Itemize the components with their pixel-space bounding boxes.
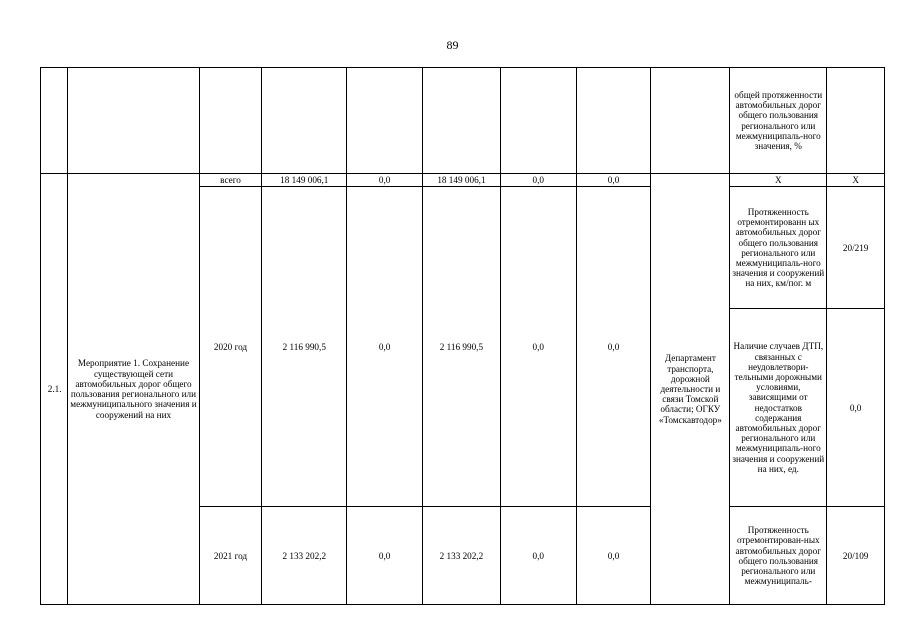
indicator-value-cell: Х xyxy=(827,174,885,187)
table-row xyxy=(41,174,885,187)
indicator-cell: Протяженность отремонтированн ых автомобильных дорог общего пользования регионального или межмуниципаль-ного значения и сооружений на них, км/пог. м xyxy=(730,187,827,309)
continuation-row xyxy=(41,68,885,174)
total-cell: 18 149 006,1 xyxy=(262,174,347,187)
indicator-value-cell: 20/109 xyxy=(827,507,885,605)
cell-empty xyxy=(576,68,651,174)
total-cell: 2 116 990,5 xyxy=(262,187,347,507)
cell-empty xyxy=(651,68,730,174)
period-cell: 2021 год xyxy=(199,507,262,605)
period-cell: всего xyxy=(199,174,262,187)
indicator-cell: общей протяженности автомобильных дорог общего пользования регионального или межмуниципаль-ного значения, % xyxy=(730,68,827,174)
value-cell: 0,0 xyxy=(500,187,576,507)
cell-empty xyxy=(423,68,501,174)
value-cell: 2 133 202,2 xyxy=(423,507,501,605)
item-name: Мероприятие 1. Сохранение существующей сети автомобильных дорог общего пользования регионального или межмуниципального значения и сооружений на них xyxy=(68,174,199,605)
page-number: 89 xyxy=(446,38,459,52)
value-cell: 18 149 006,1 xyxy=(423,174,501,187)
total-cell: 2 133 202,2 xyxy=(262,507,347,605)
cell-empty xyxy=(199,68,262,174)
cell-empty xyxy=(347,68,423,174)
value-cell: 0,0 xyxy=(347,187,423,507)
indicator-cell: Наличие случаев ДТП, связанных с неудовлетвори-тельными дорожными условиями, зависящими от недостатков содержания автомобильных дорог регионального или межмуниципаль-ного значения и сооружений на них, ед. xyxy=(730,309,827,507)
indicator-value-cell: 20/219 xyxy=(827,187,885,309)
cell-empty xyxy=(500,68,576,174)
value-cell: 0,0 xyxy=(576,187,651,507)
cell-empty xyxy=(827,68,885,174)
value-cell: 0,0 xyxy=(500,507,576,605)
program-table xyxy=(40,67,885,605)
cell-empty xyxy=(262,68,347,174)
value-cell: 0,0 xyxy=(347,507,423,605)
cell-empty xyxy=(41,68,68,174)
period-cell: 2020 год xyxy=(199,187,262,507)
value-cell: 0,0 xyxy=(347,174,423,187)
indicator-cell: Протяженность отремонтирован-ных автомобильных дорог общего пользования регионального или межмуниципаль- xyxy=(730,507,827,605)
value-cell: 0,0 xyxy=(576,174,651,187)
indicator-value-cell: 0,0 xyxy=(827,309,885,507)
value-cell: 2 116 990,5 xyxy=(423,187,501,507)
executor-cell: Департамент транспорта, дорожной деятельности и связи Томской области; ОГКУ «Томскавтодор» xyxy=(651,174,730,605)
item-number: 2.1. xyxy=(41,174,68,605)
value-cell: 0,0 xyxy=(500,174,576,187)
indicator-cell: Х xyxy=(730,174,827,187)
value-cell: 0,0 xyxy=(576,507,651,605)
cell-empty xyxy=(68,68,199,174)
